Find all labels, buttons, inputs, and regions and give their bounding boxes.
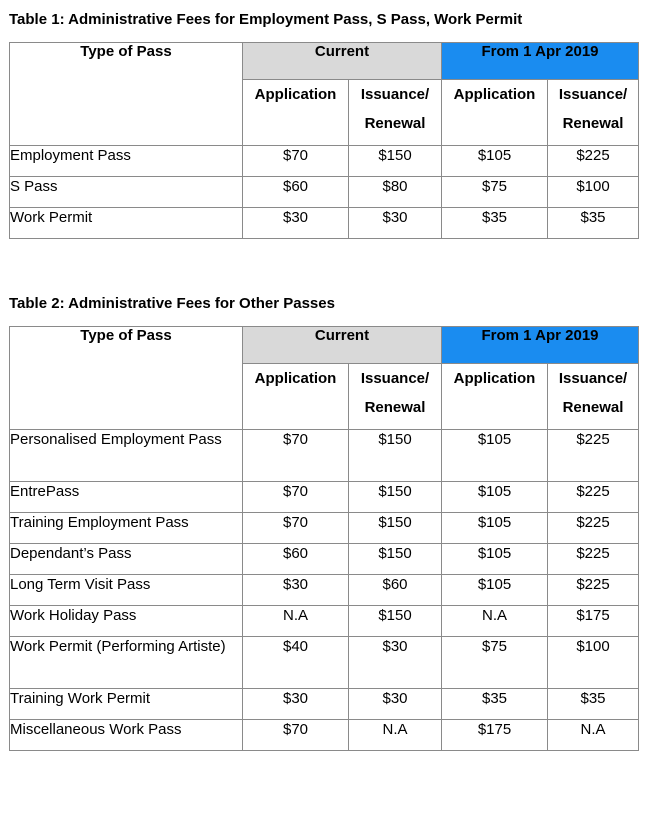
current-issuance-fee: $60 — [349, 575, 442, 606]
new-issuance-fee: $225 — [548, 575, 639, 606]
current-application-header: Application — [243, 364, 349, 430]
new-application-header: Application — [442, 80, 548, 146]
new-issuance-fee: $225 — [548, 544, 639, 575]
new-issuance-fee: $225 — [548, 146, 639, 177]
current-issuance-fee: $150 — [349, 544, 442, 575]
current-application-fee: $70 — [243, 513, 349, 544]
new-application-fee: $105 — [442, 544, 548, 575]
current-application-header: Application — [243, 80, 349, 146]
table-row — [10, 575, 639, 606]
table-row — [10, 606, 639, 637]
current-issuance-fee: $80 — [349, 177, 442, 208]
current-issuance-header: Issuance/ Renewal — [349, 80, 442, 146]
current-issuance-fee: N.A — [349, 720, 442, 751]
table-row — [10, 720, 639, 751]
new-application-fee: $105 — [442, 146, 548, 177]
new-issuance-fee: $35 — [548, 689, 639, 720]
current-application-fee: N.A — [243, 606, 349, 637]
table-row — [10, 544, 639, 575]
new-group-header: From 1 Apr 2019 — [442, 43, 639, 80]
new-issuance-fee: $35 — [548, 208, 639, 239]
new-application-header: Application — [442, 364, 548, 430]
table2-caption: Table 2: Administrative Fees for Other Passes — [9, 295, 335, 312]
current-application-fee: $70 — [243, 720, 349, 751]
current-application-fee: $70 — [243, 430, 349, 482]
current-issuance-fee: $30 — [349, 637, 442, 689]
new-application-fee: $35 — [442, 208, 548, 239]
pass-name: Employment Pass — [10, 146, 243, 177]
table-row — [10, 637, 639, 689]
current-application-fee: $60 — [243, 544, 349, 575]
pass-name: Miscellaneous Work Pass — [10, 720, 243, 751]
new-issuance-header: Issuance/ Renewal — [548, 364, 639, 430]
pass-name: Long Term Visit Pass — [10, 575, 243, 606]
pass-name: Dependant’s Pass — [10, 544, 243, 575]
current-application-fee: $40 — [243, 637, 349, 689]
new-application-fee: $105 — [442, 482, 548, 513]
current-issuance-fee: $150 — [349, 146, 442, 177]
pass-name: Work Permit — [10, 208, 243, 239]
current-group-header: Current — [243, 43, 442, 80]
new-issuance-fee: $225 — [548, 430, 639, 482]
current-issuance-fee: $30 — [349, 689, 442, 720]
table-row — [10, 689, 639, 720]
table-row — [10, 146, 639, 177]
current-application-fee: $70 — [243, 146, 349, 177]
pass-name: Work Permit (Performing Artiste) — [10, 637, 243, 689]
current-issuance-fee: $30 — [349, 208, 442, 239]
table1-caption: Table 1: Administrative Fees for Employment Pass, S Pass, Work Permit — [9, 11, 523, 28]
new-application-fee: $105 — [442, 513, 548, 544]
new-issuance-fee: $175 — [548, 606, 639, 637]
new-issuance-header: Issuance/ Renewal — [548, 80, 639, 146]
table-row — [10, 177, 639, 208]
new-application-fee: $175 — [442, 720, 548, 751]
new-application-fee: $105 — [442, 575, 548, 606]
current-group-header: Current — [243, 327, 442, 364]
new-issuance-fee: $225 — [548, 482, 639, 513]
new-application-fee: $35 — [442, 689, 548, 720]
pass-name: Training Work Permit — [10, 689, 243, 720]
current-issuance-fee: $150 — [349, 430, 442, 482]
current-issuance-fee: $150 — [349, 482, 442, 513]
new-group-header: From 1 Apr 2019 — [442, 327, 639, 364]
current-issuance-fee: $150 — [349, 606, 442, 637]
fees-table-1 — [9, 42, 639, 239]
new-application-fee: $75 — [442, 177, 548, 208]
table-row — [10, 208, 639, 239]
new-issuance-fee: $100 — [548, 637, 639, 689]
pass-name: S Pass — [10, 177, 243, 208]
pass-name: Work Holiday Pass — [10, 606, 243, 637]
current-issuance-fee: $150 — [349, 513, 442, 544]
table-row — [10, 482, 639, 513]
new-application-fee: $105 — [442, 430, 548, 482]
current-issuance-header: Issuance/ Renewal — [349, 364, 442, 430]
pass-name: Personalised Employment Pass — [10, 430, 243, 482]
current-application-fee: $70 — [243, 482, 349, 513]
current-application-fee: $60 — [243, 177, 349, 208]
current-application-fee: $30 — [243, 208, 349, 239]
new-issuance-fee: $225 — [548, 513, 639, 544]
table-row — [10, 430, 639, 482]
new-application-fee: $75 — [442, 637, 548, 689]
table-row — [10, 513, 639, 544]
type-of-pass-header: Type of Pass — [10, 327, 243, 430]
new-issuance-fee: N.A — [548, 720, 639, 751]
fees-table-2 — [9, 326, 639, 751]
new-application-fee: N.A — [442, 606, 548, 637]
new-issuance-fee: $100 — [548, 177, 639, 208]
current-application-fee: $30 — [243, 689, 349, 720]
pass-name: Training Employment Pass — [10, 513, 243, 544]
pass-name: EntrePass — [10, 482, 243, 513]
type-of-pass-header: Type of Pass — [10, 43, 243, 146]
current-application-fee: $30 — [243, 575, 349, 606]
